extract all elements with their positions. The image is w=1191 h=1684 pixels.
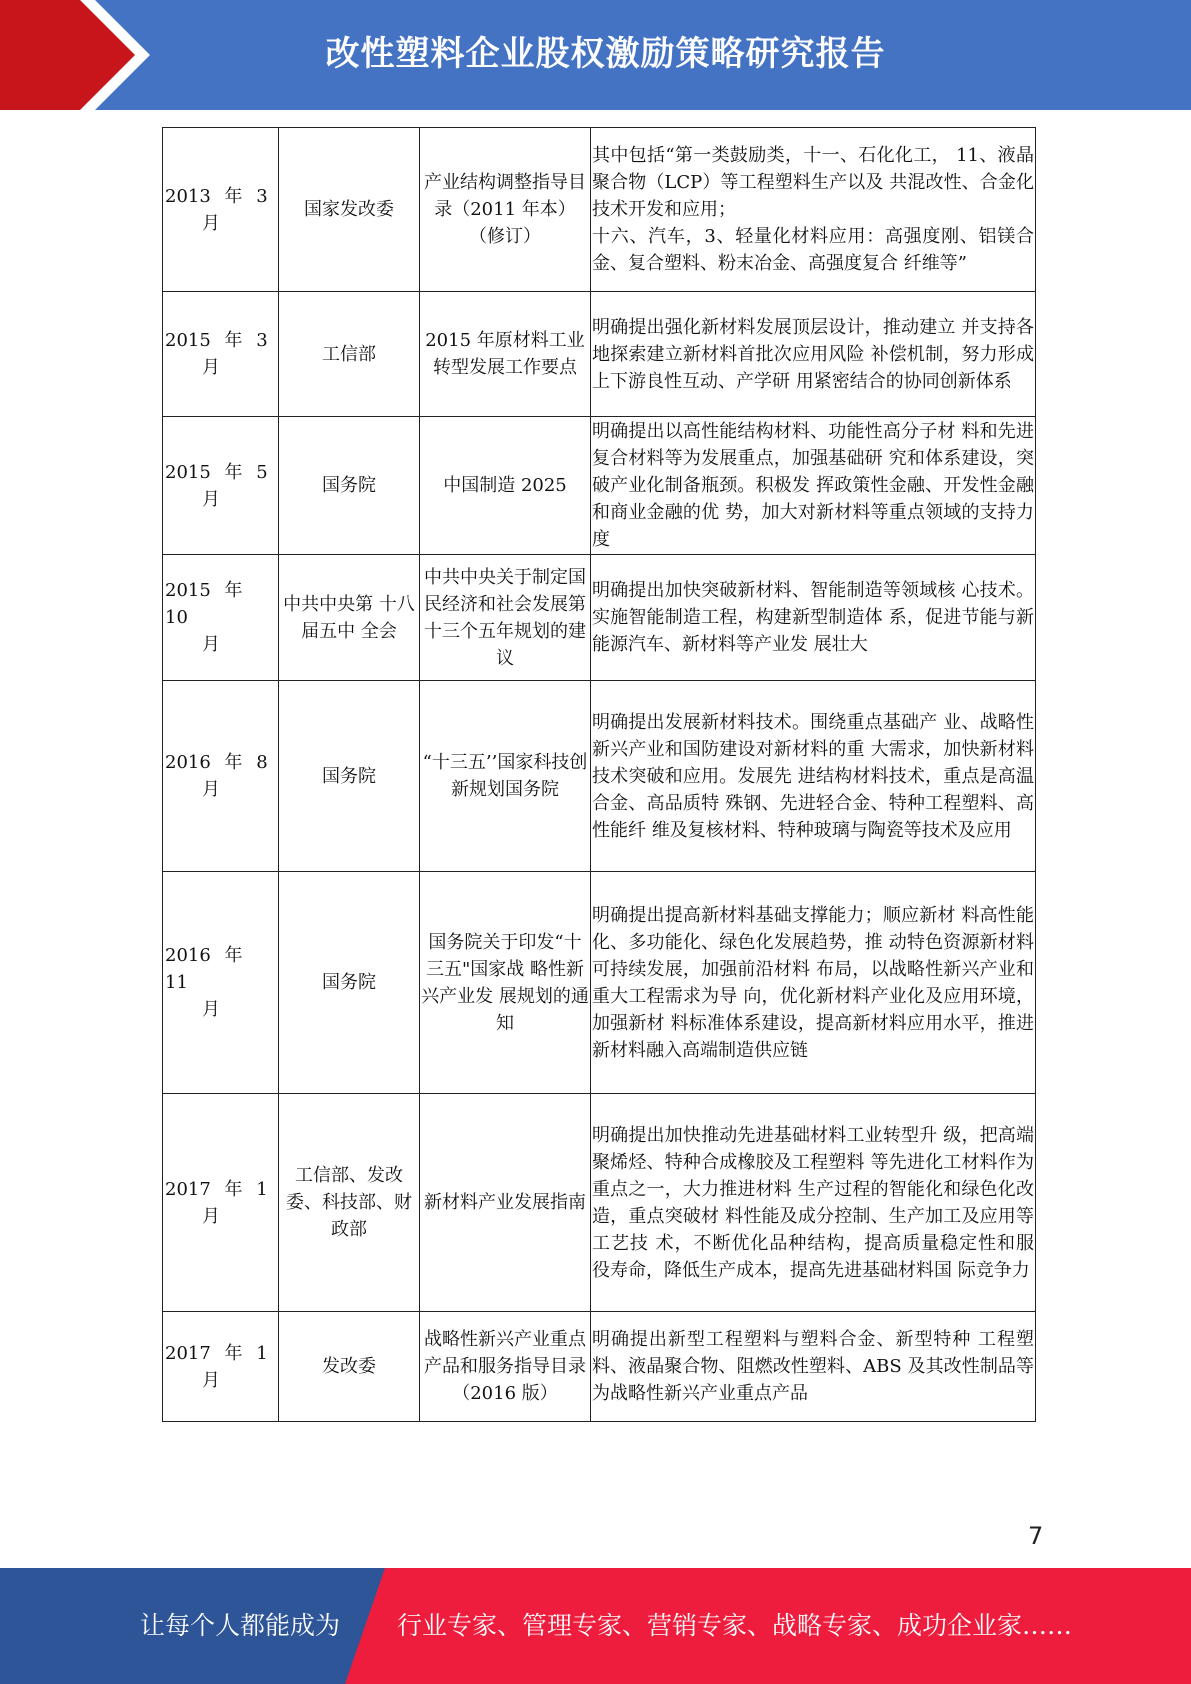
date-month-text: 月 <box>202 357 220 378</box>
cell-date <box>163 1312 279 1422</box>
date-year-text: 2016 年 11 <box>165 945 243 993</box>
cell-description: 其中包括“第一类鼓励类，十一、石化化工， 11、液晶聚合物（LCP）等工程塑料生产以及 共混改性、合金化技术开发和应用； 十六、汽车，3、轻量化材料应用：高强度刚、铝镁合金、复合塑料、粉末冶金、高强度复合 纤维等” <box>591 128 1036 292</box>
date-year-text: 2016 年 8 <box>165 752 268 773</box>
cell-department: 国务院 <box>279 417 420 555</box>
date-month-text: 月 <box>202 488 220 510</box>
cell-document: 中国制造 2025 <box>420 417 591 555</box>
cell-description: 明确提出加快突破新材料、智能制造等领域核 心技术。实施智能制造工程，构建新型制造体 系，促进节能与新能源汽车、新材料等产业发 展壮大 <box>591 555 1036 681</box>
cell-department: 国务院 <box>279 872 420 1094</box>
cell-department: 工信部 <box>279 292 420 417</box>
date-month-text: 月 <box>202 999 220 1020</box>
page-number: 7 <box>1028 1522 1044 1550</box>
date-year-text: 2013 年 3 <box>165 185 268 207</box>
cell-date <box>163 555 279 681</box>
cell-document: 新材料产业发展指南 <box>420 1094 591 1312</box>
footer-slogan-right: 行业专家、管理专家、营销专家、战略专家、成功企业家…… <box>397 1611 1073 1640</box>
date-month-text: 月 <box>202 779 220 800</box>
cell-department: 工信部、发改委、科技部、财政部 <box>279 1094 420 1312</box>
page-footer <box>0 1568 1191 1684</box>
footer-slogan-left: 让每个人都能成为 <box>140 1611 341 1640</box>
date-year-text: 2015 年 5 <box>165 461 268 483</box>
cell-department: 发改委 <box>279 1312 420 1422</box>
cell-document: “十三五’’国家科技创新规划国务院 <box>420 681 591 872</box>
cell-description: 明确提出新型工程塑料与塑料合金、新型特种 工程塑料、液晶聚合物、阻燃改性塑料、ABS 及其改性制品等为战略性新兴产业重点产品 <box>591 1312 1036 1422</box>
date-month-text: 月 <box>202 1369 220 1391</box>
policy-table-container <box>162 127 1034 1422</box>
cell-department: 中共中央第 十八届五中 全会 <box>279 555 420 681</box>
cell-date <box>163 681 279 872</box>
date-month-text: 月 <box>202 634 220 655</box>
table-row <box>163 292 1036 417</box>
date-month-text: 月 <box>202 212 220 234</box>
report-title: 改性塑料企业股权激励策略研究报告 <box>325 34 886 74</box>
date-year-text: 2015 年 3 <box>165 330 268 351</box>
date-year-text: 2017 年 1 <box>165 1342 268 1364</box>
cell-description: 明确提出以高性能结构材料、功能性高分子材 料和先进复合材料等为发展重点，加强基础研 究和体系建设，突破产业化制备瓶颈。积极发 挥政策性金融、开发性金融和商业金融的优 势，加大对新材料等重点领域的支持力度 <box>591 417 1036 555</box>
table-row <box>163 681 1036 872</box>
table-row <box>163 417 1036 555</box>
cell-date <box>163 292 279 417</box>
cell-department: 国务院 <box>279 681 420 872</box>
date-year-text: 2017 年 1 <box>165 1178 268 1200</box>
date-month-text: 月 <box>202 1205 220 1227</box>
cell-department: 国家发改委 <box>279 128 420 292</box>
cell-document: 2015 年原材料工业转型发展工作要点 <box>420 292 591 417</box>
table-row <box>163 555 1036 681</box>
cell-description: 明确提出强化新材料发展顶层设计，推动建立 并支持各地探索建立新材料首批次应用风险 补偿机制，努力形成上下游良性互动、产学研 用紧密结合的协同创新体系 <box>591 292 1036 417</box>
cell-date <box>163 1094 279 1312</box>
table-row <box>163 1094 1036 1312</box>
table-row <box>163 1312 1036 1422</box>
table-row <box>163 872 1036 1094</box>
cell-description: 明确提出提高新材料基础支撑能力；顺应新材 料高性能化、多功能化、绿色化发展趋势，推 动特色资源新材料可持续发展，加强前沿材料 布局，以战略性新兴产业和重大工程需求为导 向，优化新材料产业化及应用环境，加强新材 料标准体系建设，提高新材料应用水平，推进 新材料融入高端制造供应链 <box>591 872 1036 1094</box>
cell-document: 产业结构调整指导目录（2011 年本）（修订） <box>420 128 591 292</box>
cell-document: 国务院关于印发“十三五"国家战 略性新兴产业发 展规划的通知 <box>420 872 591 1094</box>
cell-description: 明确提出发展新材料技术。围绕重点基础产 业、战略性新兴产业和国防建设对新材料的重 大需求，加快新材料技术突破和应用。发展先 进结构材料技术，重点是高温合金、高品质特 殊钢、先进轻合金、特种工程塑料、高性能纤 维及复核材料、特种玻璃与陶瓷等技术及应用 <box>591 681 1036 872</box>
cell-date <box>163 417 279 555</box>
cell-date <box>163 128 279 292</box>
cell-document: 中共中央关于制定国民经济和社会发展第十三个五年规划的建议 <box>420 555 591 681</box>
policy-table <box>162 127 1036 1422</box>
cell-document: 战略性新兴产业重点产品和服务指导目录（2016 版） <box>420 1312 591 1422</box>
date-year-text: 2015 年 10 <box>165 580 243 628</box>
page-header <box>0 0 1191 110</box>
table-row <box>163 128 1036 292</box>
cell-date <box>163 872 279 1094</box>
cell-description: 明确提出加快推动先进基础材料工业转型升 级，把高端聚烯烃、特种合成橡胶及工程塑料 等先进化工材料作为重点之一，大力推进材料 生产过程的智能化和绿色化改造，重点突破材 料性能及成分控制、生产加工及应用等工艺技 术，不断优化品种结构，提高质量稳定性和服 役寿命，降低生产成本，提高先进基础材料国 际竞争力 <box>591 1094 1036 1312</box>
